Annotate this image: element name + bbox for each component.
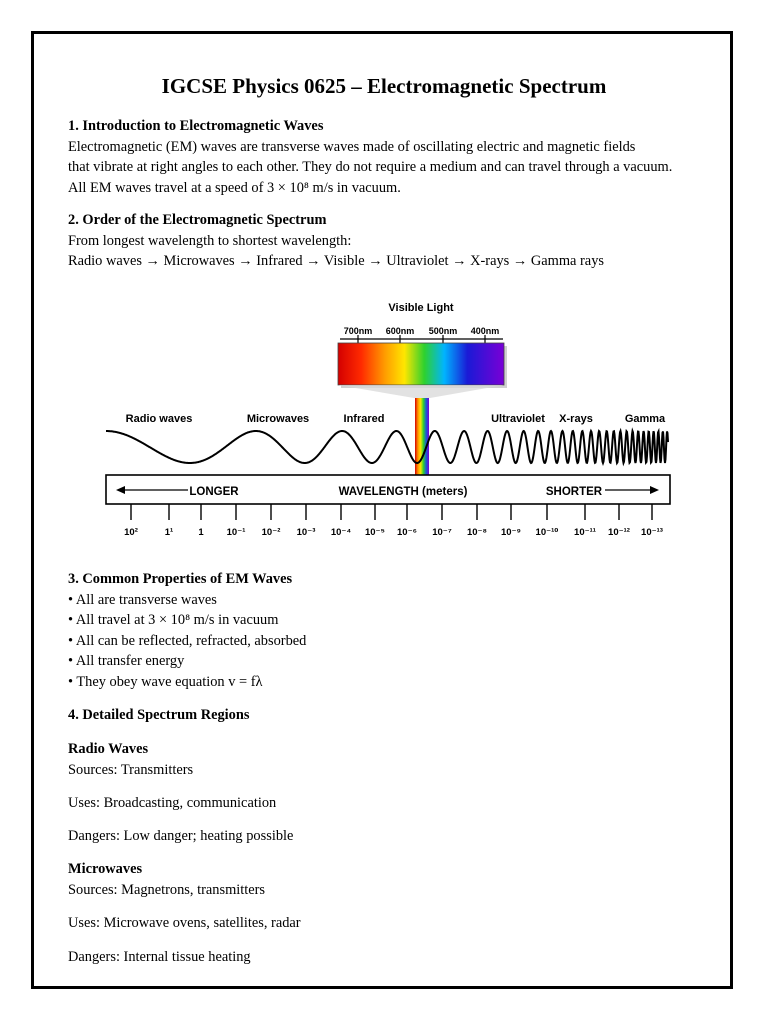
property-item: • All are transverse waves bbox=[68, 591, 217, 608]
wavelength-scale bbox=[124, 504, 663, 538]
visible-tick-label: 400nm bbox=[470, 326, 500, 336]
em-spectrum-diagram bbox=[100, 292, 675, 542]
section-properties bbox=[68, 569, 728, 692]
page-title: IGCSE Physics 0625 – Electromagnetic Spectrum bbox=[161, 74, 607, 98]
section-4-heading: 4. Detailed Spectrum Regions bbox=[68, 707, 250, 723]
scale-label: 10⁻¹³ bbox=[641, 527, 663, 538]
intro-line-1: Electromagnetic (EM) waves are transverse waves made of oscillating electric and magnetic fields bbox=[68, 138, 636, 155]
region-label-infrared: Infrared bbox=[343, 413, 385, 425]
property-item: • They obey wave equation v = fλ bbox=[68, 673, 263, 690]
bar-label-shorter: SHORTER bbox=[545, 486, 603, 498]
scale-label: 10⁻⁸ bbox=[466, 527, 488, 538]
radio-dangers: Dangers: Low danger; heating possible bbox=[68, 828, 294, 844]
visible-light-title: Visible Light bbox=[388, 302, 454, 314]
region-radio-waves bbox=[68, 739, 728, 780]
scale-label: 10⁻¹² bbox=[608, 527, 630, 538]
order-intro: From longest wavelength to shortest wavelength: bbox=[68, 232, 352, 249]
radio-waves-heading: Radio Waves bbox=[68, 741, 149, 757]
scale-label: 10⁻⁹ bbox=[500, 527, 522, 538]
visible-beam bbox=[415, 398, 429, 476]
visible-tick-label: 700nm bbox=[343, 326, 373, 336]
property-item: • All can be reflected, refracted, absorbed bbox=[68, 632, 307, 649]
visible-tick-label: 500nm bbox=[428, 326, 458, 336]
region-microwaves bbox=[68, 859, 728, 900]
region-label-radio: Radio waves bbox=[125, 413, 193, 425]
radio-uses: Uses: Broadcasting, communication bbox=[68, 795, 277, 811]
region-label-ultraviolet: Ultraviolet bbox=[491, 413, 545, 425]
scale-label: 10⁻¹⁰ bbox=[535, 527, 559, 538]
section-2-heading: 2. Order of the Electromagnetic Spectrum bbox=[68, 212, 327, 228]
visible-spectrum-band bbox=[338, 343, 504, 385]
section-3-heading: 3. Common Properties of EM Waves bbox=[68, 571, 293, 587]
microwaves-heading: Microwaves bbox=[68, 861, 143, 877]
scale-label: 10⁻¹ bbox=[226, 527, 246, 538]
scale-label: 10⁻⁶ bbox=[397, 527, 417, 538]
property-item: • All transfer energy bbox=[68, 653, 185, 669]
radio-sources: Sources: Transmitters bbox=[68, 761, 194, 778]
microwaves-dangers: Dangers: Internal tissue heating bbox=[68, 949, 251, 965]
region-label-gamma: Gamma bbox=[624, 413, 666, 425]
section-1-heading: 1. Introduction to Electromagnetic Waves bbox=[68, 118, 324, 134]
section-order bbox=[68, 210, 728, 272]
section-introduction bbox=[68, 116, 728, 198]
bar-label-wavelength: WAVELENGTH (meters) bbox=[338, 486, 468, 498]
visible-funnel bbox=[338, 385, 504, 398]
scale-label: 10² bbox=[124, 527, 138, 538]
scale-label: 10⁻⁵ bbox=[364, 527, 386, 538]
section-regions bbox=[68, 705, 728, 726]
scale-label: 10⁻² bbox=[261, 527, 281, 538]
scale-label: 10⁻⁴ bbox=[330, 527, 352, 538]
region-label-microwaves: Microwaves bbox=[246, 413, 310, 425]
microwaves-sources: Sources: Magnetrons, transmitters bbox=[68, 881, 266, 898]
microwaves-uses-block bbox=[68, 913, 728, 934]
em-wave-line bbox=[106, 431, 668, 463]
visible-tick-label: 600nm bbox=[385, 326, 415, 336]
scale-label: 1¹ bbox=[164, 527, 174, 538]
microwaves-uses: Uses: Microwave ovens, satellites, radar bbox=[68, 915, 301, 931]
radio-uses-block bbox=[68, 793, 728, 814]
scale-label: 10⁻³ bbox=[296, 527, 316, 538]
scale-label: 1 bbox=[198, 527, 204, 538]
order-sequence: Radio waves → Microwaves → Infrared → Visible → Ultraviolet → X-rays → Gamma rays bbox=[68, 253, 604, 269]
scale-label: 10⁻¹¹ bbox=[574, 527, 596, 538]
radio-dangers-block bbox=[68, 826, 728, 847]
intro-line-3: All EM waves travel at a speed of 3 × 10⁸ m/s in vacuum. bbox=[68, 179, 401, 196]
property-item: • All travel at 3 × 10⁸ m/s in vacuum bbox=[68, 612, 279, 628]
bar-label-longer: LONGER bbox=[189, 486, 239, 498]
intro-line-2: that vibrate at right angles to each other. They do not require a medium and can travel through a vacuum. bbox=[68, 159, 673, 175]
scale-label: 10⁻⁷ bbox=[432, 527, 452, 538]
region-label-xrays: X-rays bbox=[559, 413, 593, 425]
microwaves-dangers-block bbox=[68, 947, 728, 968]
